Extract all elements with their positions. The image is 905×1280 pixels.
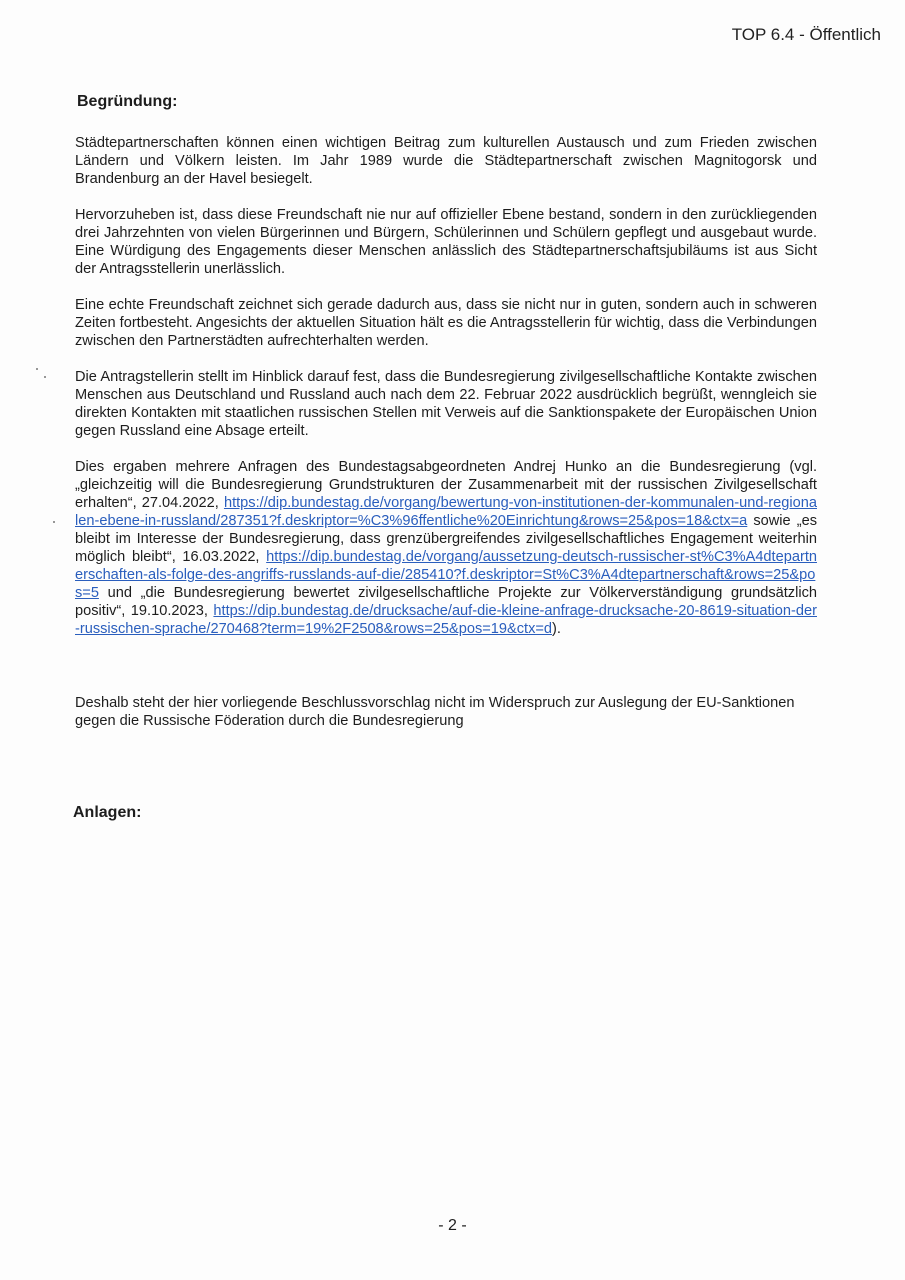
paragraph-5	[75, 458, 817, 638]
paragraph-4: Die Antragstellerin stellt im Hinblick darauf fest, dass die Bundesregierung zivilgesellschaftliche Kontakte zwischen Menschen aus Deutschland und Russland auch nach dem 22. Februar 2022 ausdrücklich begrüßt, wenngleich sie direkten Kontakten mit staatlichen russischen Stellen mit Verweis auf die Sanktionspakete der Europäischen Union gegen Russland eine Absage erteilt.	[75, 369, 817, 439]
scan-speck	[36, 368, 38, 370]
link-drucksache-russische-sprache[interactable]: https://dip.bundestag.de/drucksache/auf-die-kleine-anfrage-drucksache-20-8619-situation-der-russischen-sprache/270468?term=19%2F2508&rows=25&pos=19&ctx=d	[75, 603, 817, 637]
paragraph-6: Deshalb steht der hier vorliegende Beschlussvorschlag nicht im Widerspruch zur Auslegung der EU-Sanktionen gegen die Russische Föderation durch die Bundesregierung	[75, 695, 795, 729]
scan-speck	[44, 376, 46, 378]
top-header-label: TOP 6.4 - Öffentlich	[731, 25, 881, 44]
link-bewertung-institutionen[interactable]: https://dip.bundestag.de/vorgang/bewertung-von-institutionen-der-kommunalen-und-regionalen-ebene-in-russland/287351?f.deskriptor=%C3%96ffentliche%20Einrichtung&rows=25&pos=18&ctx=a	[75, 495, 817, 529]
paragraph-5-text-1: Dies ergaben mehrere Anfragen des Bundestagsabgeordneten Andrej Hunko an die Bundesregierung (vgl. „gleichzeitig will die Bundesregierung Grundstrukturen der Zusammenarbeit mit der russischen Zivilgesellschaft erhalten“, 27.04.2022,	[75, 459, 817, 511]
paragraph-3: Eine echte Freundschaft zeichnet sich gerade dadurch aus, dass sie nicht nur in guten, sondern auch in schweren Zeiten fortbesteht. Angesichts der aktuellen Situation hält es die Antragsstellerin für wichtig, dass die Verbindungen zwischen den Partnerstädten aufrechterhalten werden.	[75, 297, 817, 349]
paragraph-5-text-2: sowie „es bleibt im Interesse der Bundesregierung, dass grenzübergreifendes zivilgesellschaftliches Engagement weiterhin möglich bleibt“, 16.03.2022,	[75, 513, 817, 565]
scan-speck	[53, 521, 55, 523]
paragraph-2: Hervorzuheben ist, dass diese Freundschaft nie nur auf offizieller Ebene bestand, sondern in den zurückliegenden drei Jahrzehnten von vielen Bürgerinnen und Bürgern, Schülerinnen und Schülern gepflegt und ausgebaut wurde. Eine Würdigung des Engagements dieser Menschen anlässlich des Städtepartnerschaftsjubiläums ist aus Sicht der Antragsstellerin unerlässlich.	[75, 207, 817, 277]
section-heading-begruendung: Begründung:	[77, 93, 178, 110]
paragraph-5-text-3: und „die Bundesregierung bewertet zivilgesellschaftliche Projekte zur Völkerverständigung grundsätzlich positiv“, 19.10.2023,	[75, 585, 817, 619]
section-heading-anlagen: Anlagen:	[73, 804, 142, 821]
paragraph-5-text-4: ).	[552, 621, 561, 637]
paragraph-1: Städtepartnerschaften können einen wichtigen Beitrag zum kulturellen Austausch und zum Frieden zwischen Ländern und Völkern leisten. Im Jahr 1989 wurde die Städtepartnerschaft zwischen Magnitogorsk und Brandenburg an der Havel besiegelt.	[75, 135, 817, 187]
page-number: - 2 -	[438, 1217, 467, 1234]
link-aussetzung-staedtepartnerschaften[interactable]: https://dip.bundestag.de/vorgang/aussetzung-deutsch-russischer-st%C3%A4dtepartnerschaften-als-folge-des-angriffs-russlands-auf-die/285410?f.deskriptor=St%C3%A4dtepartnerschaft&rows=25&pos=5	[75, 549, 817, 601]
